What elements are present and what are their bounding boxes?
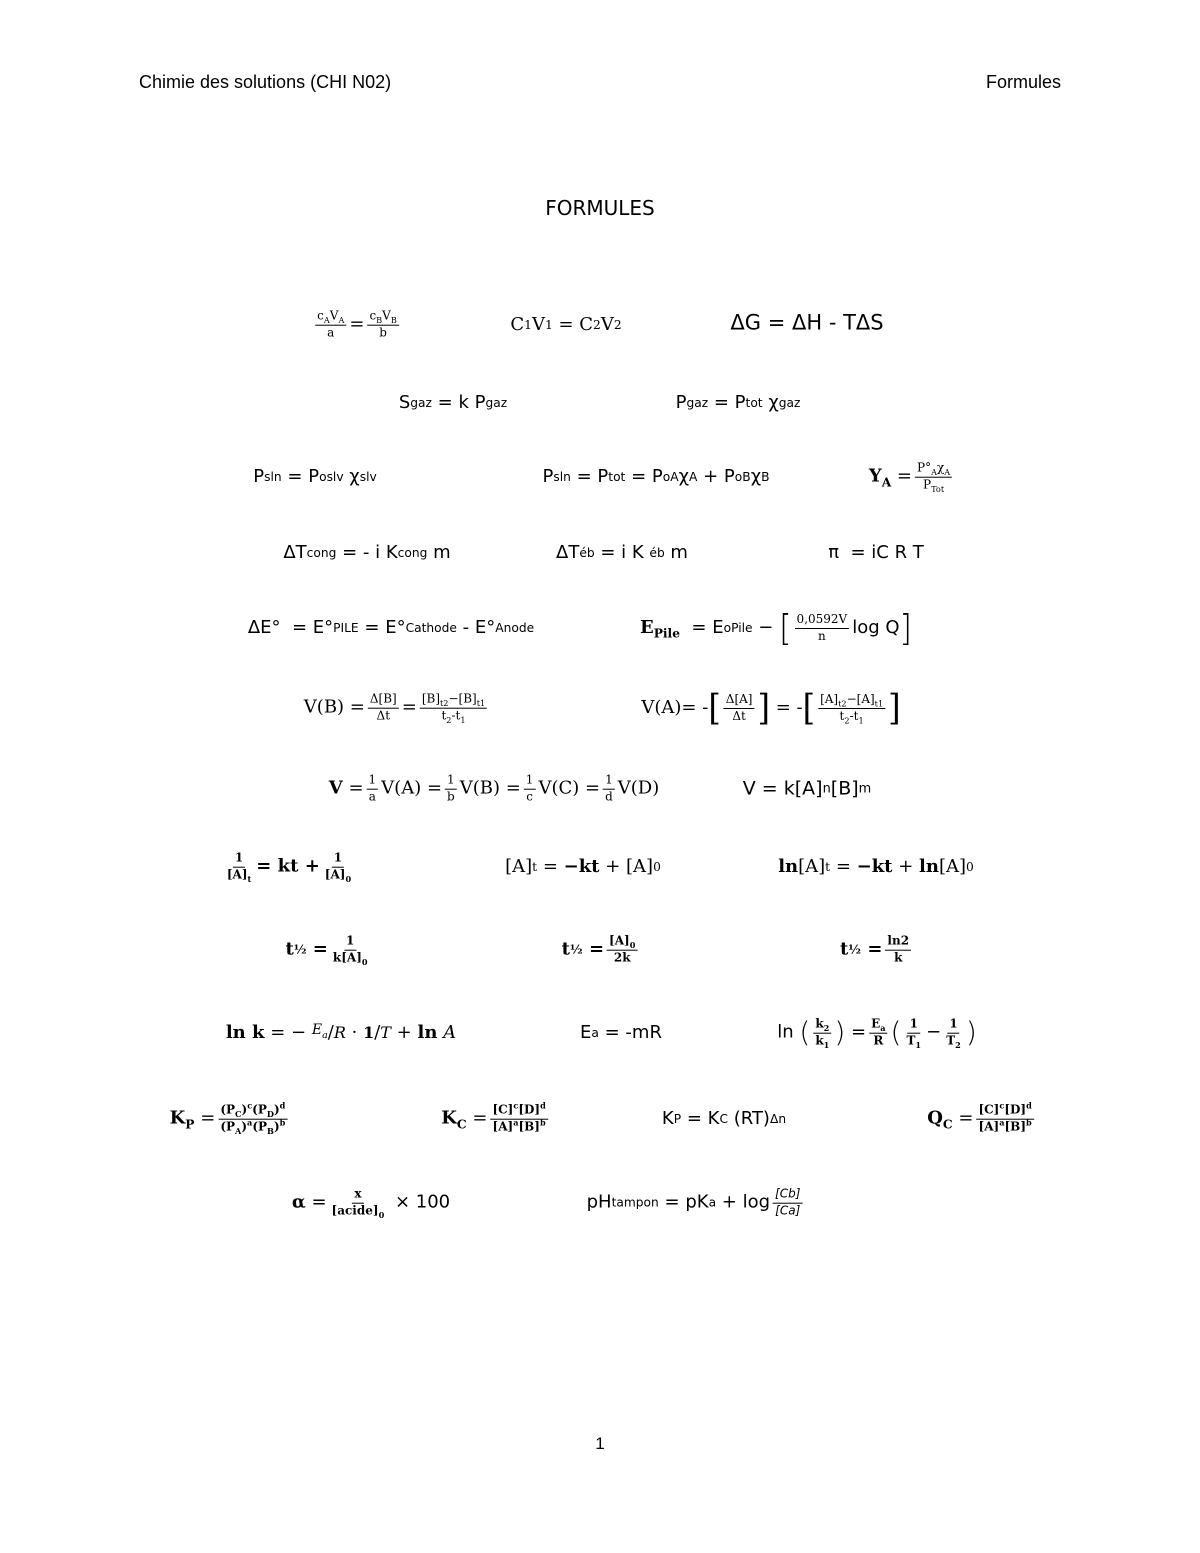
- formula-arrhenius: ln k = − $E_a$ / R · 1 / T + ln A: [225, 1022, 457, 1043]
- formula-half-life-second-order: t ½ = $\frac{1}{k[A]_0}$: [285, 933, 368, 967]
- formula-first-order: ln [A] t = −kt + ln [A] 0: [778, 856, 974, 877]
- formula-second-order: $\frac{1}{[A]_t}$ = kt + $\frac{1}{[A]_0}$: [226, 850, 352, 884]
- formula-kc: $K_C$ = $\frac{[C]^c[D]^d}{[A]^a[B]^b}$: [441, 1100, 546, 1134]
- formula-gibbs: ΔG = ΔH - TΔS: [730, 310, 884, 335]
- formula-arrhenius-two-temperatures: ln ( $\frac{k_2}{k_1}$ ) = $\frac{E_a}{R}$ ( $\frac{1}{T_1}$ − $\frac{1}{T_2}$ ): [777, 1016, 977, 1050]
- formula-cell-potential: ΔE° = E° PILE = E° Cathode - E° Anode: [247, 617, 535, 638]
- formula-dilution-ratio: $\frac{c_AV_A}{a}$ = $\frac{c_BV_B}{b}$: [317, 308, 397, 340]
- header-section-title: Formules: [985, 72, 1061, 92]
- header-course-title: Chimie des solutions (CHI N02): [139, 72, 392, 92]
- formula-kp-kc: K P = K C (RT) Δn: [661, 1108, 787, 1129]
- formula-half-life-zero-order: t ½ = $\frac{[A]_0}{2k}$: [561, 933, 636, 965]
- formula-rate-a: V(A)= - [ $\frac{\Delta[A]}{\Delta t}$ ] = - [ $\frac{[A]_{t2}-[A]_{t1}}{t_2-t_1}$ ]: [641, 687, 901, 729]
- formula-boiling-point: ΔT éb = i K éb m: [556, 542, 688, 563]
- formula-henderson-hasselbalch: pH tampon = pK a + log $\frac{[Cb]}{[Ca]}$: [586, 1186, 801, 1218]
- formula-raoult: P sln = P o slv χ slv: [253, 466, 377, 487]
- formula-rate-law: V = k[A] n [B] m: [742, 777, 872, 800]
- formula-freezing-point: ΔT cong = - i K cong m: [283, 542, 451, 563]
- formula-rate-b: V(B) = $\frac{\Delta[B]}{\Delta t}$ = $\frac{[B]_{t2}-[B]_{t1}}{t_2-t_1}$: [303, 691, 486, 725]
- formula-qc: $Q_C$ = $\frac{[C]^c[D]^d}{[A]^a[B]^b}$: [927, 1100, 1032, 1134]
- formula-vapor-fraction: $Y_A$ = $\frac{P^\circ_A\chi_A}{P_{Tot}}$: [868, 460, 951, 494]
- page-title: FORMULES: [545, 196, 655, 220]
- formula-zero-order: [A] t = −kt + [A] 0: [505, 856, 661, 877]
- formula-nernst: $E_{Pile}$ = E o Pile − [ $\frac{0,0592V}{n}$ log Q ]: [639, 607, 913, 649]
- page-number: 1: [595, 1434, 605, 1453]
- formula-kp: $K_P$ = $\frac{(P_C)^c(P_D)^d}{(P_A)^a(P_B)^b}$: [169, 1100, 286, 1136]
- formula-half-life-first-order: t ½ = $\frac{\ln 2}{k}$: [839, 933, 910, 965]
- formula-activation-energy: E a = -mR: [580, 1022, 662, 1043]
- formula-dilution: C 1 V 1 = C 2 V 2: [510, 314, 622, 335]
- formula-rate-general: V = $\frac{1}{a}$ V(A) = $\frac{1}{b}$ V(B) = $\frac{1}{c}$ V(C) = $\frac{1}{d}$ V(D): [328, 772, 660, 804]
- formula-dalton: P gaz = P tot χ gaz: [675, 392, 801, 413]
- formula-ionization-percent: α = $\frac{x}{[acide]_0}$ × 100: [291, 1186, 451, 1220]
- formula-raoult-binary: P sln = P tot = P o A χ A + P o B χ B: [542, 466, 770, 487]
- formula-osmotic-pressure: π = iC R T: [828, 542, 924, 563]
- formula-henry: S gaz = k P gaz: [398, 392, 508, 413]
